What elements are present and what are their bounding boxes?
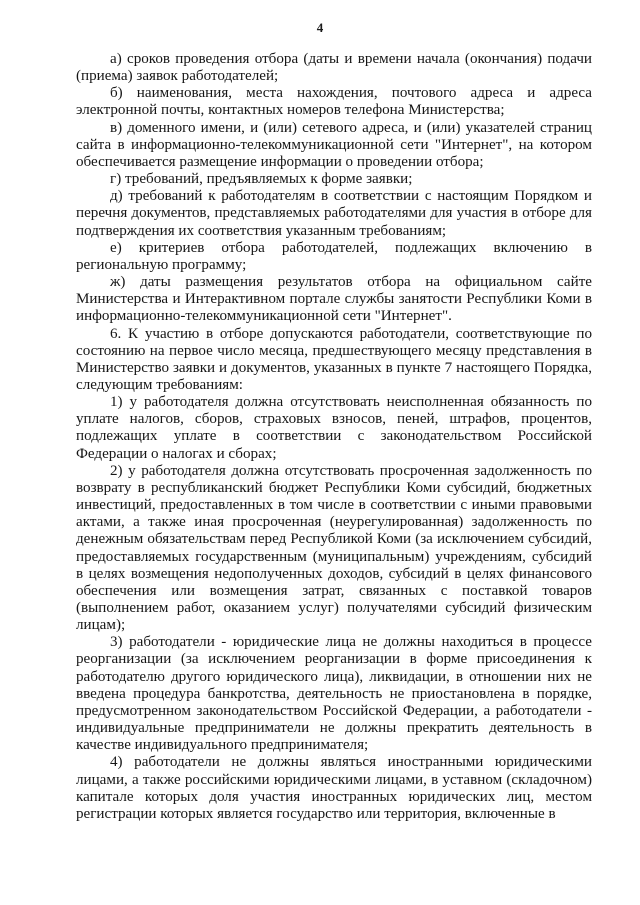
paragraph-item-e: е) критериев отбора работодателей, подлежащих включению в региональную программу; — [76, 239, 592, 273]
paragraph-requirement-1: 1) у работодателя должна отсутствовать неисполненная обязанность по уплате налогов, сборов, страховых взносов, пеней, штрафов, процентов, подлежащих уплате в соответствии с законодательством Российской Федерации о налогах и сборах; — [76, 394, 592, 462]
paragraph-item-g: г) требований, предъявляемых к форме заявки; — [110, 171, 413, 188]
paragraph-item-a: а) сроков проведения отбора (даты и времени начала (окончания) подачи (приема) заявок работодателей; — [76, 51, 592, 85]
paragraph-requirement-2: 2) у работодателя должна отсутствовать просроченная задолженность по возврату в республиканский бюджет Республики Коми субсидий, бюджетных инвестиций, предоставленных в том числе в соответствии с иными правовыми актами, а также иная просроченная (неурегулированная) задолженность по денежным обязательствам перед Республикой Коми (за исключением субсидий, предоставляемых государственным (муниципальным) учреждениям, субсидий в целях возмещения недополученных доходов, субсидий в целях финансового обеспечения или возмещения затрат, связанных с поставкой товаров (выполнением работ, оказанием услуг) получателями субсидий физическим лицам); — [76, 462, 592, 634]
paragraph-item-zh: ж) даты размещения результатов отбора на официальном сайте Министерства и Интерактивном портале службы занятости Республики Коми в информационно-телекоммуникационной сети "Интернет". — [76, 274, 592, 325]
paragraph-item-d: д) требований к работодателям в соответствии с настоящим Порядком и перечня документов, представляемых работодателями для участия в отборе для подтверждения их соответствия указанным требованиям; — [76, 188, 592, 239]
document-body — [76, 51, 592, 823]
paragraph-requirement-4: 4) работодатели не должны являться иностранными юридическими лицами, а также российскими юридическими лицами, в уставном (складочном) капитале которых доля участия иностранных юридических лиц, местом регистрации которых является государство или территория, включенные в — [76, 754, 592, 822]
paragraph-item-b: б) наименования, места нахождения, почтового адреса и адреса электронной почты, контактных номеров телефона Министерства; — [76, 85, 592, 119]
paragraph-requirement-3: 3) работодатели - юридические лица не должны находиться в процессе реорганизации (за исключением реорганизации в форме присоединения к работодателю другого юридического лица), ликвидации, в отношении них не введена процедура банкротства, деятельность не приостановлена в порядке, предусмотренном законодательством Российской Федерации, а работодатели - индивидуальные предприниматели не должны прекратить деятельность в качестве индивидуального предпринимателя; — [76, 634, 592, 754]
paragraph-clause-6: 6. К участию в отборе допускаются работодатели, соответствующие по состоянию на первое число месяца, предшествующего месяцу представления в Министерство заявки и документов, указанных в пункте 7 настоящего Порядка, следующим требованиям: — [76, 325, 592, 393]
page-number: 4 — [316, 20, 324, 35]
paragraph-item-v: в) доменного имени, и (или) сетевого адреса, и (или) указателей страниц сайта в информационно-телекоммуникационной сети "Интернет", на котором обеспечивается размещение информации о проведении отбора; — [76, 119, 592, 170]
